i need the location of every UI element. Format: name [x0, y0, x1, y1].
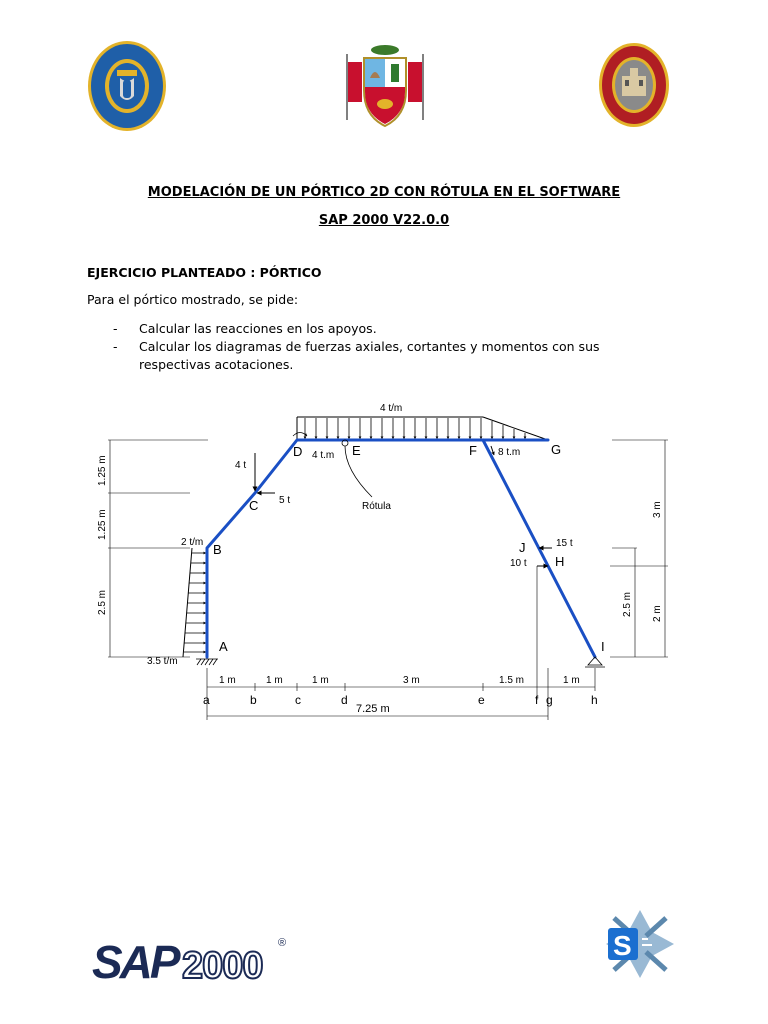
node-i-label: I — [601, 639, 605, 654]
point-b-label: b — [250, 693, 257, 707]
hinge-label: Rótula — [362, 501, 391, 512]
left-distributed-load — [183, 548, 206, 657]
load-c-horizontal-label: 5 t — [279, 495, 291, 506]
point-g-label: g — [546, 693, 553, 707]
left-dim-1: 1.25 m — [97, 455, 108, 486]
node-c-label: C — [249, 498, 259, 513]
left-dim-3: 2.5 m — [97, 589, 108, 615]
node-f-label: F — [469, 443, 477, 458]
list-item: - Calcular los diagramas de fuerzas axiales, cortantes y momentos con sus respectivas acotaciones. — [113, 339, 600, 372]
point-e-label: e — [478, 693, 485, 707]
node-j-label: J — [519, 540, 526, 555]
bottom-dim-6: 1 m — [563, 675, 580, 686]
node-d-label: D — [293, 444, 303, 459]
moment-d-label: 4 t.m — [312, 450, 335, 461]
right-dim-3: 2 m — [652, 605, 663, 622]
left-load-top-label: 2 t/m — [181, 537, 204, 548]
bottom-dim-5: 1.5 m — [499, 675, 525, 686]
top-distributed-load — [297, 417, 548, 440]
document-title-line-1: MODELACIÓN DE UN PÓRTICO 2D CON RÓTULA EN EL SOFTWARE — [147, 185, 621, 200]
sap2000-logo — [92, 930, 292, 990]
node-a-label: A — [219, 639, 228, 654]
point-f-label: f — [535, 693, 539, 707]
right-dimension-lines — [610, 440, 668, 657]
sap2000-app-icon — [604, 908, 676, 980]
bottom-dim-1: 1 m — [219, 675, 236, 686]
load-c-vertical-label: 4 t — [235, 460, 247, 471]
intro-paragraph: Para el pórtico mostrado, se pide: — [87, 292, 299, 307]
total-dim-label: 7.25 m — [356, 703, 390, 715]
left-dimension-lines — [108, 440, 208, 657]
fixed-support-icon — [196, 659, 218, 665]
bottom-dim-2: 1 m — [266, 675, 283, 686]
right-dim-1: 3 m — [652, 501, 663, 518]
node-h-label: H — [555, 554, 565, 569]
document-title-line-2: SAP 2000 V22.0.0 — [318, 213, 450, 228]
left-dim-2: 1.25 m — [97, 509, 108, 540]
svg-text:SAP: SAP — [92, 936, 178, 988]
bottom-dim-4: 3 m — [403, 675, 420, 686]
right-dim-2: 2.5 m — [622, 591, 633, 617]
load-j-label: 15 t — [556, 538, 573, 549]
top-load-label: 4 t/m — [380, 403, 403, 414]
node-e-label: E — [352, 443, 361, 458]
moment-f-label: 8 t.m — [498, 447, 521, 458]
node-g-label: G — [551, 442, 562, 457]
list-item: - Calcular las reacciones en los apoyos. — [113, 321, 377, 336]
svg-text:2000: 2000 — [182, 945, 263, 987]
left-load-bottom-label: 3.5 t/m — [147, 656, 178, 667]
point-a-label: a — [203, 693, 210, 707]
bottom-dim-3: 1 m — [312, 675, 329, 686]
point-d-label: d — [341, 693, 348, 707]
point-c-label: c — [295, 693, 301, 707]
load-h-label: 10 t — [510, 558, 527, 569]
point-h-label: h — [591, 693, 598, 707]
svg-text:®: ® — [278, 937, 287, 949]
svg-text:S: S — [613, 930, 632, 961]
exercise-heading: EJERCICIO PLANTEADO : PÓRTICO — [87, 265, 322, 280]
node-b-label: B — [213, 542, 222, 557]
